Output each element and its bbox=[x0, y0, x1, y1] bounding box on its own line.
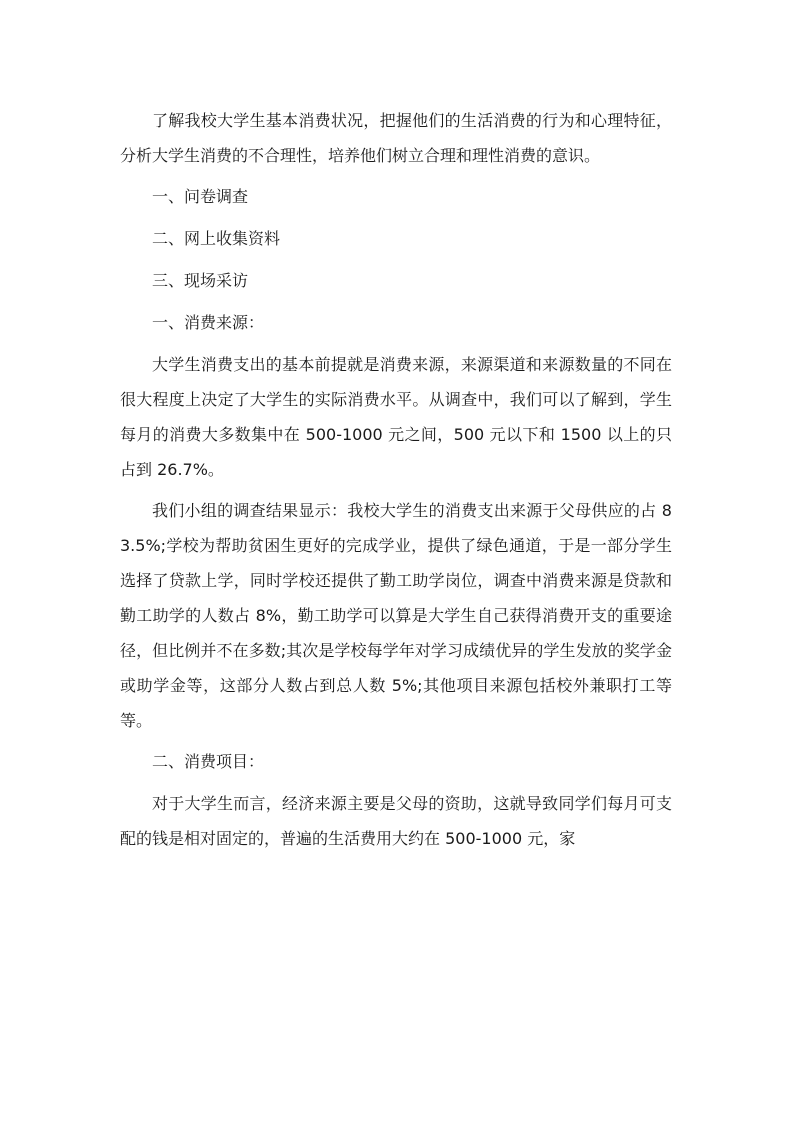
intro-paragraph: 了解我校大学生基本消费状况，把握他们的生活消费的行为和心理特征，分析大学生消费的不合理性，培养他们树立合理和理性消费的意识。 bbox=[120, 111, 672, 165]
section-heading-consumption-items: 二、消费项目： bbox=[152, 752, 265, 771]
document-body bbox=[120, 103, 672, 862]
consumption-source-paragraph-1: 大学生消费支出的基本前提就是消费来源，来源渠道和来源数量的不同在很大程度上决定了大学生的实际消费水平。从调查中，我们可以了解到，学生每月的消费大多数集中在 500-1000 元之间，500 元以下和 1500 以上的只占到 26.7%。 bbox=[120, 355, 672, 479]
consumption-source-paragraph-2: 我们小组的调查结果显示：我校大学生的消费支出来源于父母供应的占 83.5%;学校为帮助贫困生更好的完成学业，提供了绿色通道，于是一部分学生选择了贷款上学，同时学校还提供了勤工助学岗位，调查中消费来源是贷款和勤工助学的人数占 8%，勤工助学可以算是大学生自己获得消费开支的重要途径，但比例并不在多数;其次是学校每学年对学习成绩优异的学生发放的奖学金或助学金等，这部分人数占到总人数 5%;其他项目来源包括校外兼职打工等等。 bbox=[120, 501, 672, 730]
consumption-items-paragraph: 对于大学生而言，经济来源主要是父母的资助，这就导致同学们每月可支配的钱是相对固定的，普遍的生活费用大约在 500-1000 元，家 bbox=[120, 794, 672, 848]
method-item-interview: 三、现场采访 bbox=[152, 271, 249, 290]
method-item-questionnaire: 一、问卷调查 bbox=[152, 187, 249, 206]
section-heading-consumption-source: 一、消费来源： bbox=[152, 313, 265, 332]
method-item-online-research: 二、网上收集资料 bbox=[152, 229, 281, 248]
